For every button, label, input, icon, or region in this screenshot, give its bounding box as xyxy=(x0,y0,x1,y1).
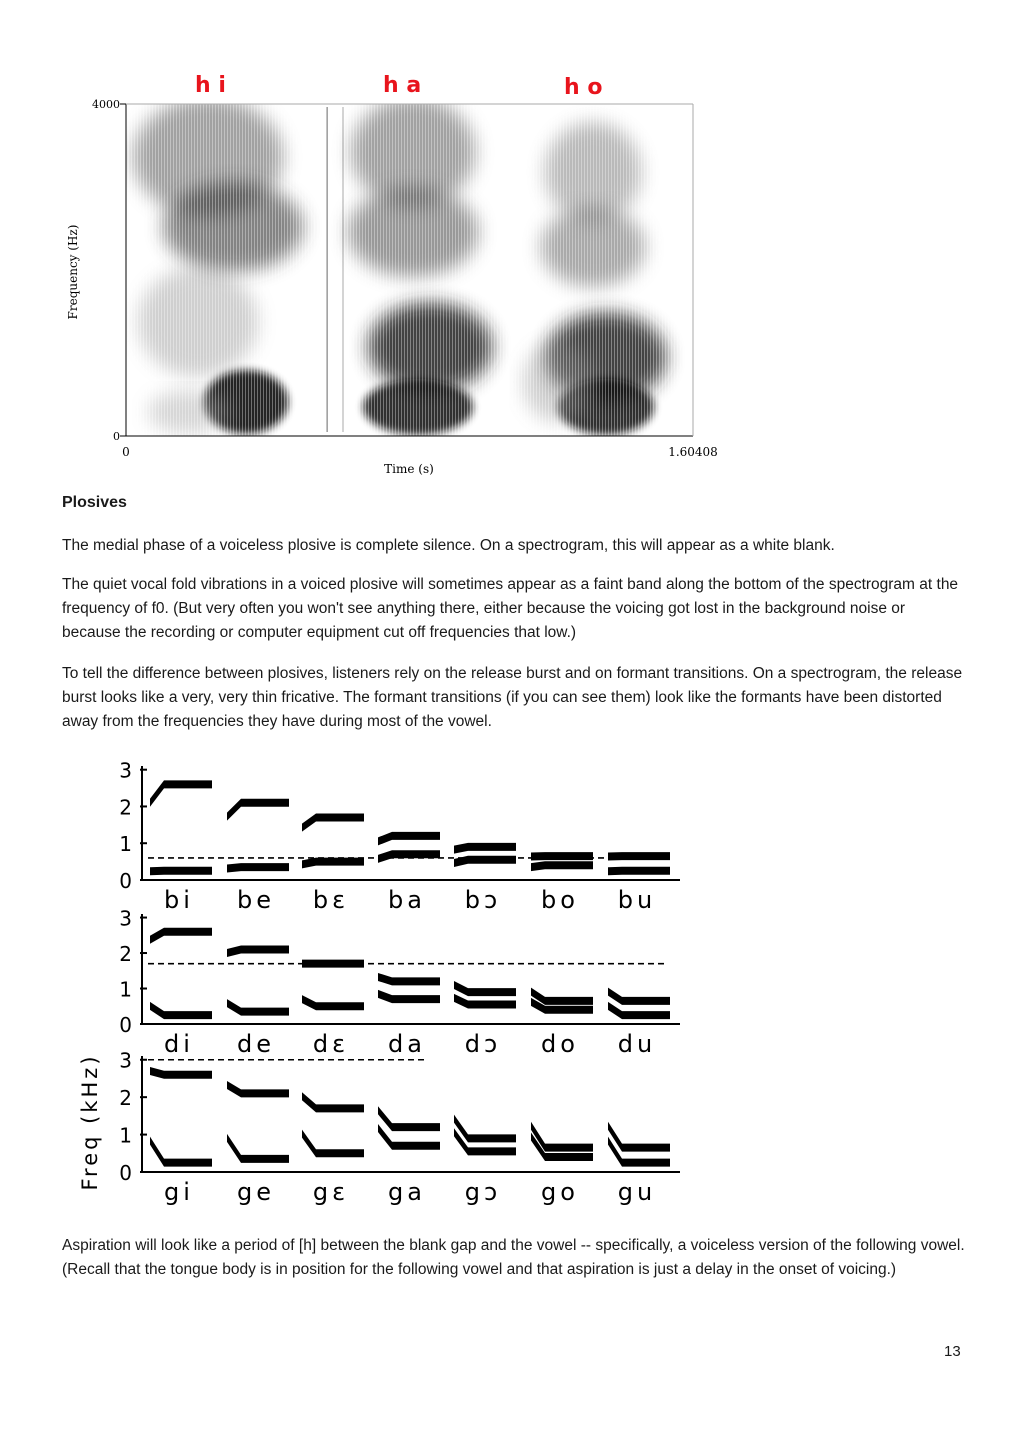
formant-svg xyxy=(76,752,696,1212)
formant-f2-bar xyxy=(378,1106,440,1131)
paragraph-voiced: The quiet vocal fold vibrations in a voiced plosive will sometimes appear as a faint band along the bottom of the spectrogram at the frequency of f0. (But very often you won't see anything there, either because the voicing got lost in the background noise or because the recording or computer equipment cut off frequencies that low.) xyxy=(62,576,959,641)
formant-syllable-label: gi xyxy=(164,1178,194,1206)
formant-f2-bar xyxy=(454,981,516,996)
formant-y-tick-label: 2 xyxy=(119,1086,132,1111)
formant-syllable-label: ga xyxy=(388,1178,426,1206)
paragraph-bursts: To tell the difference between plosives, listeners rely on the release burst and on formant transitions. On a spectrogram, the release burst looks like a very, very thin fricative. The formant transitions (if you can see them) look like the formants have been distorted away from the frequencies they have during most of the vowel. xyxy=(62,665,963,730)
formant-f2-bar xyxy=(150,780,212,806)
formant-f2-bar xyxy=(227,945,289,957)
formant-syllable-label: di xyxy=(164,1030,194,1058)
x-tick-start: 0 xyxy=(122,445,130,459)
section-heading: Plosives xyxy=(62,494,127,511)
syllable-label-ho: h o xyxy=(564,75,603,100)
formant-syllable-label: be xyxy=(237,886,275,914)
formant-f2-bar xyxy=(608,1122,670,1152)
formant-f1-bar xyxy=(227,1134,289,1163)
formant-f1-bar xyxy=(150,867,212,875)
syllable-label-ha: h a xyxy=(383,73,422,98)
formant-f1-bar xyxy=(227,863,289,872)
formant-syllable-label: bɔ xyxy=(464,886,502,914)
formant-f1-bar xyxy=(531,861,593,871)
page-number: 13 xyxy=(944,1343,961,1360)
formant-f1-bar xyxy=(227,999,289,1015)
formant-syllable-label: bɛ xyxy=(312,886,350,914)
formant-f2-bar xyxy=(302,960,364,968)
formant-f2-bar xyxy=(454,1115,516,1143)
formant-f1-bar xyxy=(150,1137,212,1167)
paragraph-voiceless: The medial phase of a voiceless plosive is complete silence. On a spectrogram, this will appear as a white blank. xyxy=(62,537,835,554)
formant-f1-bar xyxy=(302,995,364,1010)
x-tick-end: 1.60408 xyxy=(668,445,718,459)
formant-f2-bar xyxy=(150,928,212,944)
formant-f1-bar xyxy=(150,1002,212,1019)
formant-syllable-label: gɔ xyxy=(464,1178,502,1206)
formant-f2-bar xyxy=(531,852,593,860)
formant-f1-bar xyxy=(302,1130,364,1158)
x-axis-label: Time (s) xyxy=(384,462,434,476)
formant-y-tick-label: 1 xyxy=(119,1123,132,1148)
syllable-label-hi: h i xyxy=(195,73,226,98)
formant-syllable-label: bi xyxy=(164,886,194,914)
formant-y-tick-label: 2 xyxy=(119,942,132,967)
paragraph-aspiration: Aspiration will look like a period of [h] between the blank gap and the vowel -- specifically, a voiceless version of the following vowel. (Recall that the tongue body is in position for the following vowel and that aspiration is just a delay in the onset of voicing.) xyxy=(62,1237,965,1278)
formant-f1-bar xyxy=(608,867,670,875)
formant-y-tick-label: 2 xyxy=(119,795,132,820)
spectrogram-energy xyxy=(126,97,693,436)
formant-f1-bar xyxy=(302,858,364,869)
formant-f1-bar xyxy=(454,856,516,867)
formant-figure xyxy=(76,752,696,1212)
formant-y-axis-label: Freq (kHz) xyxy=(78,1053,102,1191)
spectrogram-svg xyxy=(58,62,763,482)
formant-y-tick-label: 1 xyxy=(119,977,132,1002)
formant-syllable-label: go xyxy=(541,1178,579,1206)
formant-f2-bar xyxy=(150,1067,212,1079)
formant-f2-bar xyxy=(227,1081,289,1097)
spectrogram-figure xyxy=(58,62,763,482)
y-tick-top: 4000 xyxy=(92,98,120,111)
formant-f2-bar xyxy=(302,813,364,831)
formant-syllable-label: dɛ xyxy=(312,1030,350,1058)
formant-f2-bar xyxy=(378,832,440,846)
formant-f2-bar xyxy=(608,988,670,1005)
formant-f2-bar xyxy=(302,1092,364,1112)
formant-syllable-label: bu xyxy=(617,886,657,914)
formant-y-tick-label: 0 xyxy=(119,1013,132,1037)
formant-y-tick-label: 0 xyxy=(119,869,132,893)
formant-syllable-label: du xyxy=(617,1030,657,1058)
formant-syllable-label: dɔ xyxy=(464,1030,502,1058)
formant-syllable-label: ba xyxy=(388,886,426,914)
formant-syllable-label: gu xyxy=(617,1178,657,1206)
formant-syllable-label: de xyxy=(237,1030,275,1058)
formant-syllable-label: da xyxy=(388,1030,426,1058)
formant-f2-bar xyxy=(378,973,440,985)
formant-f1-bar xyxy=(378,850,440,863)
formant-f2-bar xyxy=(227,799,289,821)
y-axis-label: Frequency (Hz) xyxy=(66,224,80,320)
formant-syllable-label: gɛ xyxy=(312,1178,350,1206)
formant-y-tick-label: 1 xyxy=(119,832,132,857)
formant-y-tick-label: 3 xyxy=(119,906,132,931)
formant-y-tick-label: 3 xyxy=(119,1048,132,1073)
formant-f2-bar xyxy=(608,852,670,860)
formant-y-tick-label: 0 xyxy=(119,1161,132,1185)
formant-f2-bar xyxy=(531,988,593,1005)
formant-syllable-label: do xyxy=(541,1030,579,1058)
y-tick-bottom: 0 xyxy=(113,430,120,443)
formant-syllable-label: ge xyxy=(237,1178,275,1206)
formant-syllable-label: bo xyxy=(541,886,579,914)
formant-f2-bar xyxy=(454,843,516,854)
formant-f1-bar xyxy=(378,990,440,1003)
formant-y-tick-label: 3 xyxy=(119,758,132,783)
